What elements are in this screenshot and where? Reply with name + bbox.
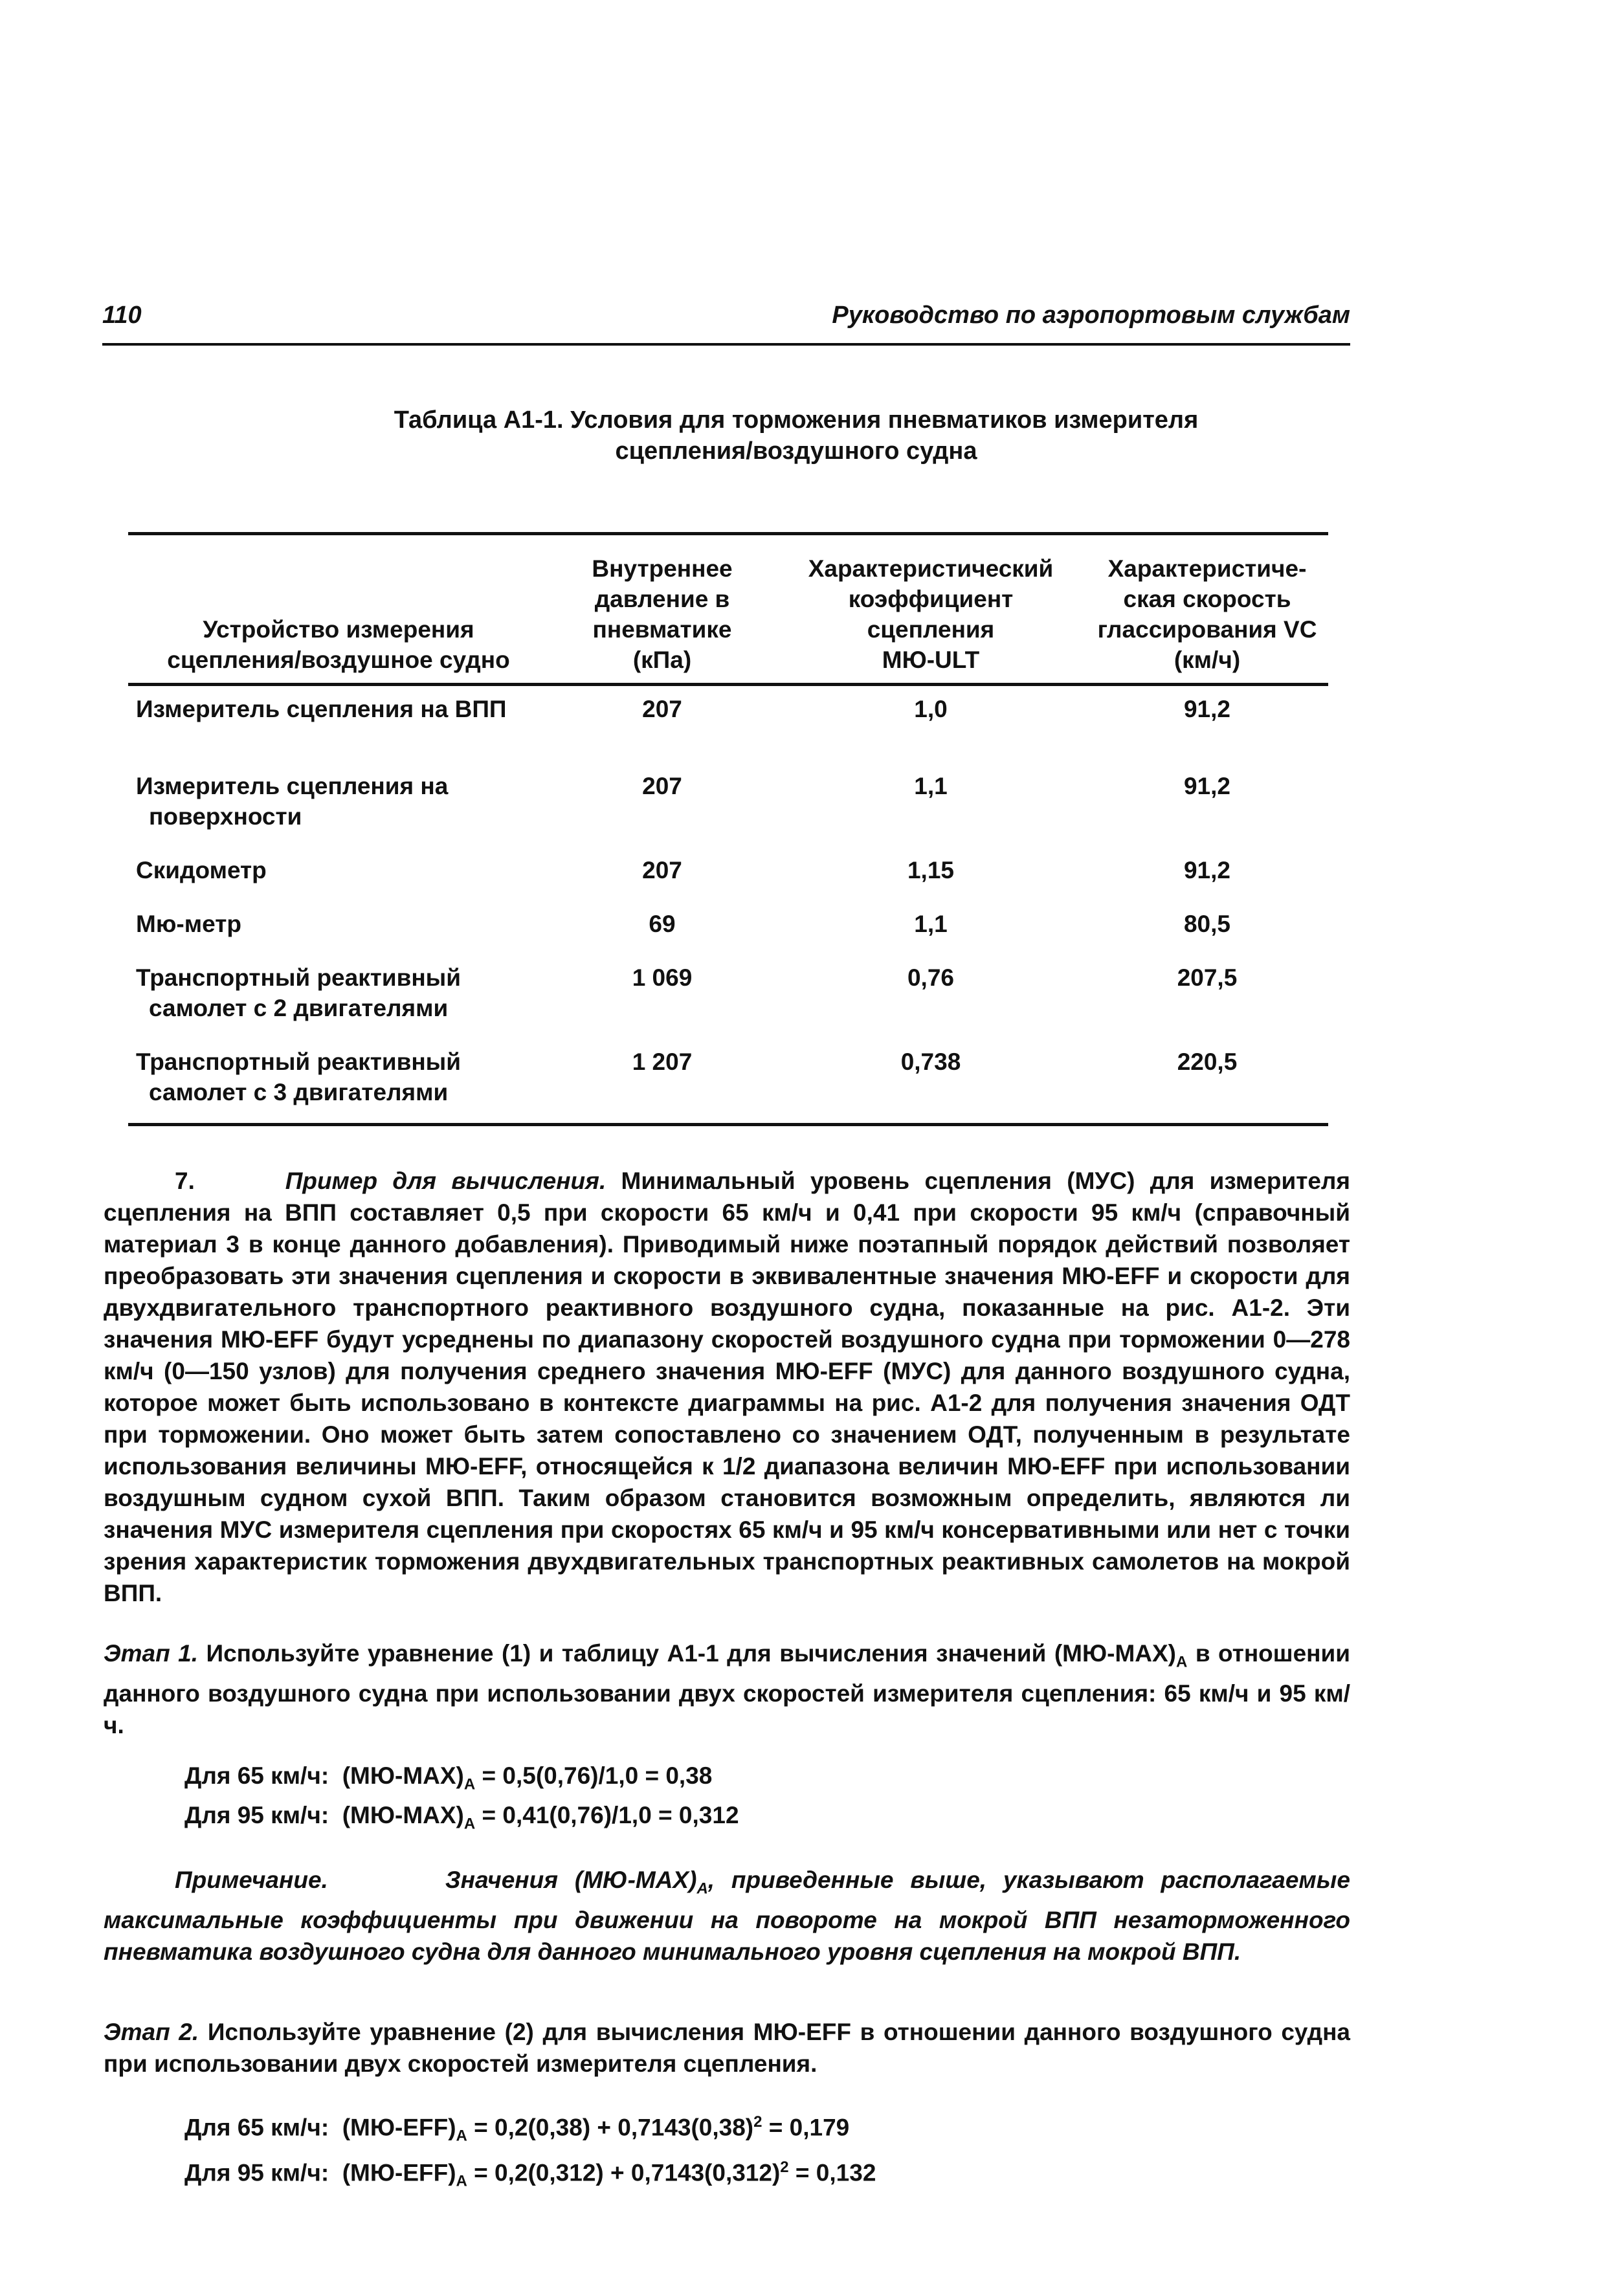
header-coef-line3: сцепления — [867, 616, 995, 643]
formula-line: Для 95 км/ч: $(МЮ-EFF)_A = 0,2(0,312) + 0,7143(0,312)^2 = 0,132$ — [184, 2158, 876, 2190]
cell-speed: 91,2 — [1183, 696, 1230, 722]
table-title-line2: сцепления/воздушного судна — [615, 438, 977, 465]
note-text-after: , приведенные выше, указывают располагаемые максимальные коэффициенты при движении на повороте на мокрой ВПП незаторможенного пневматика воздушного судна для данного минимального уровня сцепления на мокрой ВПП. — [104, 1867, 1350, 1966]
header-pressure-line1: Внутреннее — [592, 555, 733, 582]
cell-speed: 91,2 — [1183, 773, 1230, 799]
cell-device: Мю-метр — [136, 911, 241, 937]
header-speed-line3: глассирования VC — [1097, 616, 1317, 643]
table-header-row — [128, 534, 1328, 685]
paragraph-lead: Пример для вычисления. — [285, 1168, 606, 1194]
paragraph-number: 7. — [175, 1168, 195, 1194]
cell-speed: 207,5 — [1177, 964, 1238, 991]
header-speed-line4: (км/ч) — [1174, 647, 1241, 673]
table-title — [129, 405, 1463, 467]
cell-device: Измеритель сцепления на ВПП — [136, 696, 507, 722]
step-2-text: Используйте уравнение (2) для вычисления МЮ-EFF в отношении данного воздушного судна при использовании двух скоростей измерителя сцепления. — [104, 2019, 1350, 2077]
header-device-line1: Устройство измерения — [203, 616, 474, 643]
cell-coefficient: 0,76 — [907, 964, 954, 991]
header-speed-line1: Характеристиче- — [1107, 555, 1307, 582]
step-2-label: Этап 2. — [104, 2019, 199, 2045]
table-row — [128, 847, 1328, 901]
header-pressure-line4: (кПа) — [632, 647, 692, 673]
cell-pressure: 69 — [649, 911, 676, 937]
table-row — [128, 763, 1328, 847]
header-device-line2: сцепления/воздушное судно — [167, 647, 510, 673]
formula-line: Для 65 км/ч: $(МЮ-MAX)_A = 0,5(0,76)/1,0 = 0,38$ — [184, 1762, 713, 1793]
cell-pressure: 1 069 — [632, 964, 693, 991]
cell-device: Измеритель сцепления на поверхности — [136, 773, 449, 830]
note-sub: A — [696, 1880, 708, 1898]
header-pressure — [549, 534, 775, 685]
cell-coefficient: 1,0 — [914, 696, 948, 722]
page-number: 110 — [102, 302, 142, 329]
table-row — [128, 685, 1328, 764]
cell-speed: 91,2 — [1183, 857, 1230, 883]
step-1-label: Этап 1. — [104, 1640, 198, 1667]
step-1-text-after: в отношении данного воздушного судна при использовании двух скоростей измерителя сцепления: 65 км/ч и 95 км/ч. — [104, 1640, 1351, 1739]
header-pressure-line2: давление в — [594, 586, 730, 612]
header-speed — [1086, 534, 1328, 685]
cell-pressure: 1 207 — [632, 1049, 693, 1075]
cell-speed: 80,5 — [1183, 911, 1230, 937]
page-header — [102, 299, 1350, 346]
table-row — [128, 1039, 1328, 1125]
paragraph-text: Минимальный уровень сцепления (МУС) для измерителя сцепления на ВПП составляет 0,5 при скорости 65 км/ч и 0,41 при скорости 95 км/ч (справочный материал 3 в конце данного добавления). Приводимый ниже поэтапный порядок действий позволяет преобразовать эти значения сцепления и скорости в эквивалентные значения МЮ-EFF и скорости для двухдвигательного транспортного реактивного воздушного судна, показанные на рис. А1-2. Эти значения МЮ-EFF будут усреднены по диапазону скоростей воздушного судна при торможении 0—278 км/ч (0—150 узлов) для получения среднего значения МЮ-EFF (МУС) для данного воздушного судна, которое может быть использовано в контексте диаграммы на рис. А1-2 для получения значения ОДТ при торможении. Оно может быть затем сопоставлено со значением ОДТ, полученным в результате использования величины МЮ-EFF, относящейся к 1/2 диапазона величин МЮ-EFF при использовании воздушным судном сухой ВПП. Таким образом становится возможным определить, являются ли значения МУС измерителя сцепления при скоростях 65 км/ч и 95 км/ч консервативными или нет с точки зрения характеристик торможения двухдвигательных транспортных реактивных самолетов на мокрой ВПП. — [104, 1168, 1350, 1606]
cell-speed: 220,5 — [1177, 1049, 1238, 1075]
cell-pressure: 207 — [642, 696, 682, 722]
paragraph-7 — [104, 1165, 1350, 1609]
step-2 — [104, 2016, 1350, 2080]
header-coef-line2: коэффициент — [848, 586, 1014, 612]
step-1-text-before: Используйте уравнение (1) и таблицу А1-1 для вычисления значений (МЮ-MAX) — [206, 1640, 1176, 1667]
header-device — [128, 534, 549, 685]
table-title-line1: Таблица А1-1. Условия для торможения пневматиков измерителя — [394, 406, 1199, 434]
formula-line: Для 95 км/ч: $(МЮ-MAX)_A = 0,41(0,76)/1,0 = 0,312$ — [184, 1802, 739, 1833]
cell-device: Скидометр — [136, 857, 267, 883]
table-row — [128, 955, 1328, 1039]
header-pressure-line3: пневматике — [592, 616, 732, 643]
header-coef-line1: Характеристический — [808, 555, 1054, 582]
cell-coefficient: 0,738 — [900, 1049, 961, 1075]
cell-pressure: 207 — [642, 857, 682, 883]
cell-pressure: 207 — [642, 773, 682, 799]
cell-coefficient: 1,15 — [907, 857, 954, 883]
braking-conditions-table — [128, 532, 1328, 1126]
running-title: Руководство по аэропортовым службам — [832, 302, 1350, 329]
step-1 — [104, 1637, 1350, 1741]
step-1-sub: A — [1176, 1653, 1188, 1671]
header-coef-line4: МЮ-ULT — [882, 647, 980, 673]
formula-line: Для 65 км/ч: $(МЮ-EFF)_A = 0,2(0,38) + 0,7143(0,38)^2 = 0,179$ — [184, 2113, 850, 2145]
step-2-formulas — [184, 2107, 876, 2197]
note — [104, 1864, 1350, 1968]
cell-device: Транспортный реактивный самолет с 2 двигателями — [136, 964, 462, 1021]
note-label: Примечание. — [175, 1867, 328, 1893]
table-row — [128, 901, 1328, 955]
header-coefficient — [775, 534, 1086, 685]
note-text-before: Значения (МЮ-MAX) — [445, 1867, 697, 1893]
step-1-formulas — [184, 1760, 739, 1840]
cell-coefficient: 1,1 — [914, 911, 948, 937]
cell-coefficient: 1,1 — [914, 773, 948, 799]
cell-device: Транспортный реактивный самолет с 3 двигателями — [136, 1049, 462, 1105]
header-speed-line2: ская скорость — [1123, 586, 1291, 612]
